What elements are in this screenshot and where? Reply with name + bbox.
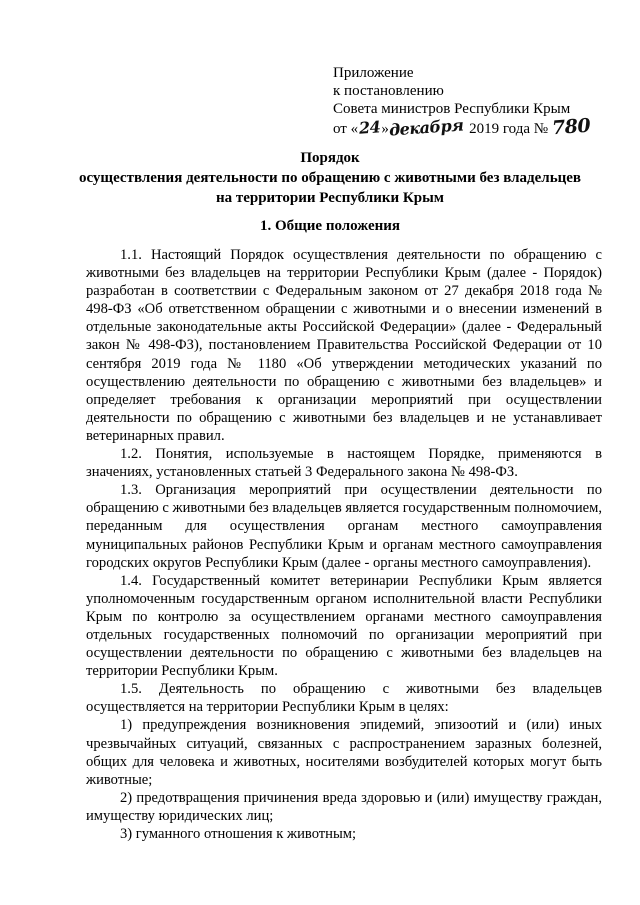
handwritten-month: декабря <box>388 115 464 140</box>
paragraph-1-5: 1.5. Деятельность по обращению с животными без владельцев осуществляется на территории Республики Крым в целях: <box>86 681 602 716</box>
title-line-1: Порядок <box>300 150 360 166</box>
title-line-2: осуществления деятельности по обращению с животными без владельцев <box>78 170 582 186</box>
document-title <box>50 148 610 208</box>
appendix-block <box>333 64 603 138</box>
date-close-quote: » <box>381 121 389 137</box>
section-heading: 1. Общие положения <box>259 218 401 234</box>
section-body <box>86 246 602 843</box>
list-item-1: 1) предупреждения возникновения эпидемий, эпизоотий и (или) иных чрезвычайных ситуаций, связанных с распространением заразных болезней, общих для человека и животных, носителями возбудителей которых могут быть животные; <box>86 717 602 788</box>
appendix-date-line <box>333 114 603 140</box>
paragraph-1-2: 1.2. Понятия, используемые в настоящем Порядке, применяются в значениях, установленных статьей 3 Федерального закона № 498-ФЗ. <box>86 446 602 481</box>
list-item-2: 2) предотвращения причинения вреда здоровью и (или) имуществу граждан, имуществу юридических лиц; <box>86 789 602 824</box>
appendix-line-3: Совета министров Республики Крым <box>333 101 571 117</box>
appendix-line-1: Приложение <box>333 65 414 81</box>
paragraph-1-4: 1.4. Государственный комитет ветеринарии Республики Крым является уполномоченным государственным органом исполнительной власти Республики Крым по контролю за осуществлением органами местного самоуправления отдельных государственных полномочий по организации мероприятий при осуществлении деятельности по обращению с животными без владельцев на территории Республики Крым. <box>86 572 602 680</box>
handwritten-number: 780 <box>551 114 591 140</box>
list-item-3: 3) гуманного отношения к животным; <box>120 826 357 842</box>
handwritten-day: 24 <box>358 117 381 138</box>
paragraph-1-3: 1.3. Организация мероприятий при осуществлении деятельности по обращению с животными без владельцев является государственным полномочием, переданным для осуществления органам местного самоуправления муниципальных районов Республики Крым и органам местного самоуправления городских округов Республики Крым (далее - органы местного самоуправления). <box>86 482 602 571</box>
date-year: 2019 года № <box>469 121 549 137</box>
date-prefix: от « <box>333 121 359 137</box>
paragraph-1-1: 1.1. Настоящий Порядок осуществления деятельности по обращению с животными без владельцев на территории Республики Крым (далее - Порядок) разработан в соответствии с Федеральным законом от 27 декабря 2018 года № 498-ФЗ «Об ответственном обращении с животными и о внесении изменений в отдельные законодательные акты Российской Федерации» (далее - Федеральный закон № 498-ФЗ), постановлением Правительства Российской Федерации от 10 сентября 2019 года № 1180 «Об утверждении методических указаний по осуществлению деятельности по обращению с животными без владельцев» и определяет требования к организации мероприятий при осуществлении деятельности по обращению с животными без владельцев и не устанавливает ветеринарных правил. <box>86 247 602 444</box>
title-line-3: на территории Республики Крым <box>215 190 445 206</box>
appendix-line-2: к постановлению <box>333 83 444 99</box>
